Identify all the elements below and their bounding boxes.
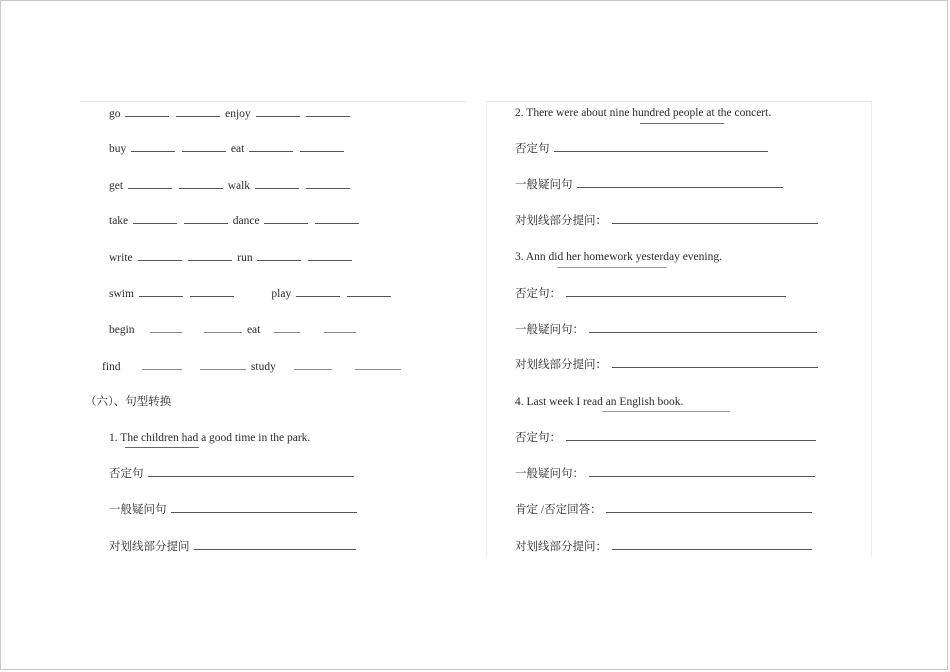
question-2-negative	[515, 141, 770, 156]
verb-word: write	[109, 252, 133, 264]
wh-label: 对划线部分提问	[109, 541, 190, 553]
answer-line[interactable]	[612, 539, 812, 550]
answer-line[interactable]	[566, 286, 786, 297]
answer-blank[interactable]	[190, 286, 234, 297]
question-3-underline	[557, 267, 667, 268]
sentence-part: 3. Ann	[515, 251, 549, 263]
answer-line[interactable]	[589, 466, 815, 477]
verb-word: play	[271, 288, 292, 300]
verb-word: eat	[230, 143, 245, 155]
answer-blank[interactable]	[296, 286, 340, 297]
verb-word: begin	[109, 324, 135, 336]
answer-blank[interactable]	[300, 141, 344, 152]
verb-row-buy	[109, 141, 346, 156]
question-4-yesno	[515, 466, 817, 481]
right-column	[486, 101, 872, 557]
negative-label: 否定句	[109, 468, 144, 480]
sentence-part: 4. Last week I	[515, 396, 584, 408]
section-heading: （六）、句型转换	[85, 396, 172, 408]
question-1-yesno	[109, 502, 359, 517]
underlined-part: read an English book	[583, 396, 681, 408]
verb-row-get	[109, 178, 352, 193]
yesno-label: 一般疑问句：	[515, 468, 584, 480]
verb-row-find	[102, 359, 403, 374]
answer-blank[interactable]	[294, 359, 332, 370]
answer-line[interactable]	[554, 141, 768, 152]
verb-word: buy	[109, 143, 127, 155]
answer-line[interactable]	[612, 357, 818, 368]
underlined-part: did her homework	[548, 251, 633, 263]
answer-blank[interactable]	[200, 359, 246, 370]
verb-word: study	[250, 361, 276, 373]
answer-line[interactable]	[171, 502, 357, 513]
verb-word: take	[109, 215, 129, 227]
verb-word: go	[109, 108, 121, 120]
wh-label: 对划线部分提问：	[515, 541, 607, 553]
answer-blank[interactable]	[204, 322, 242, 333]
question-3-wh	[515, 357, 820, 372]
verb-word: dance	[232, 215, 260, 227]
sentence-part: .	[680, 396, 684, 408]
question-2-sentence	[515, 106, 771, 120]
answer-blank[interactable]	[182, 141, 226, 152]
answer-blank[interactable]	[256, 106, 300, 117]
verb-row-take	[109, 213, 361, 228]
sentence-part: at the concert.	[703, 107, 772, 119]
negative-label: 否定句：	[515, 432, 561, 444]
sentence-part: 2. There were about nine	[515, 107, 633, 119]
question-2-wh	[515, 213, 820, 228]
underlined-part: hundred people	[632, 107, 704, 119]
verb-row-swim	[109, 286, 393, 301]
answer-blank[interactable]	[142, 359, 182, 370]
answer-blank[interactable]	[308, 250, 352, 261]
question-1-wh	[109, 539, 358, 554]
wh-label: 对划线部分提问：	[515, 215, 607, 227]
question-4-sentence	[515, 395, 683, 409]
verb-word: eat	[246, 324, 261, 336]
answer-blank[interactable]	[139, 286, 183, 297]
answer-blank[interactable]	[255, 178, 299, 189]
answer-blank[interactable]	[257, 250, 301, 261]
question-4-underline	[602, 411, 730, 412]
yesno-label: 一般疑问句	[109, 504, 167, 516]
answer-blank[interactable]	[274, 322, 300, 333]
verb-word: swim	[109, 288, 134, 300]
verb-word: find	[102, 361, 121, 373]
wh-label: 对划线部分提问：	[515, 359, 607, 371]
question-3-yesno	[515, 322, 819, 337]
question-2-yesno	[515, 177, 785, 192]
answer-blank[interactable]	[133, 213, 177, 224]
answer-blank[interactable]	[179, 178, 223, 189]
answer-label: 肯定 /否定回答：	[515, 504, 602, 516]
answer-blank[interactable]	[125, 106, 169, 117]
question-3-negative	[515, 286, 788, 301]
answer-line[interactable]	[148, 466, 354, 477]
verb-row-begin	[109, 322, 358, 337]
negative-label: 否定句：	[515, 288, 561, 300]
answer-blank[interactable]	[131, 141, 175, 152]
question-4-negative	[515, 430, 818, 445]
question-3-sentence	[515, 250, 722, 264]
verb-word: get	[109, 180, 124, 192]
yesno-label: 一般疑问句	[515, 179, 573, 191]
answer-blank[interactable]	[249, 141, 293, 152]
answer-blank[interactable]	[176, 106, 220, 117]
answer-line[interactable]	[606, 502, 812, 513]
question-1-negative	[109, 466, 356, 481]
negative-label: 否定句	[515, 143, 550, 155]
verb-word: walk	[227, 180, 251, 192]
answer-blank[interactable]	[306, 106, 350, 117]
answer-blank[interactable]	[128, 178, 172, 189]
answer-line[interactable]	[566, 430, 816, 441]
verb-row-go	[109, 106, 352, 121]
answer-blank[interactable]	[315, 213, 359, 224]
question-4-answer	[515, 502, 814, 517]
answer-blank[interactable]	[138, 250, 182, 261]
question-4-wh	[515, 539, 814, 554]
verb-row-write	[109, 250, 354, 265]
answer-line[interactable]	[194, 539, 356, 550]
answer-line[interactable]	[612, 213, 818, 224]
answer-blank[interactable]	[306, 178, 350, 189]
left-column	[81, 101, 466, 557]
answer-blank[interactable]	[264, 213, 308, 224]
question-1-sentence: 1. The children had a good time in the park.	[109, 432, 311, 444]
yesno-label: 一般疑问句：	[515, 324, 584, 336]
answer-blank[interactable]	[150, 322, 182, 333]
answer-blank[interactable]	[184, 213, 228, 224]
verb-word: run	[237, 252, 253, 264]
answer-blank[interactable]	[188, 250, 232, 261]
sentence-part: yesterday evening.	[632, 251, 722, 263]
question-2-underline	[640, 123, 724, 124]
answer-blank[interactable]	[355, 359, 401, 370]
answer-line[interactable]	[589, 322, 817, 333]
verb-word: enjoy	[225, 108, 251, 120]
answer-blank[interactable]	[347, 286, 391, 297]
answer-line[interactable]	[577, 177, 783, 188]
question-1-underline	[125, 447, 199, 448]
answer-blank[interactable]	[324, 322, 356, 333]
